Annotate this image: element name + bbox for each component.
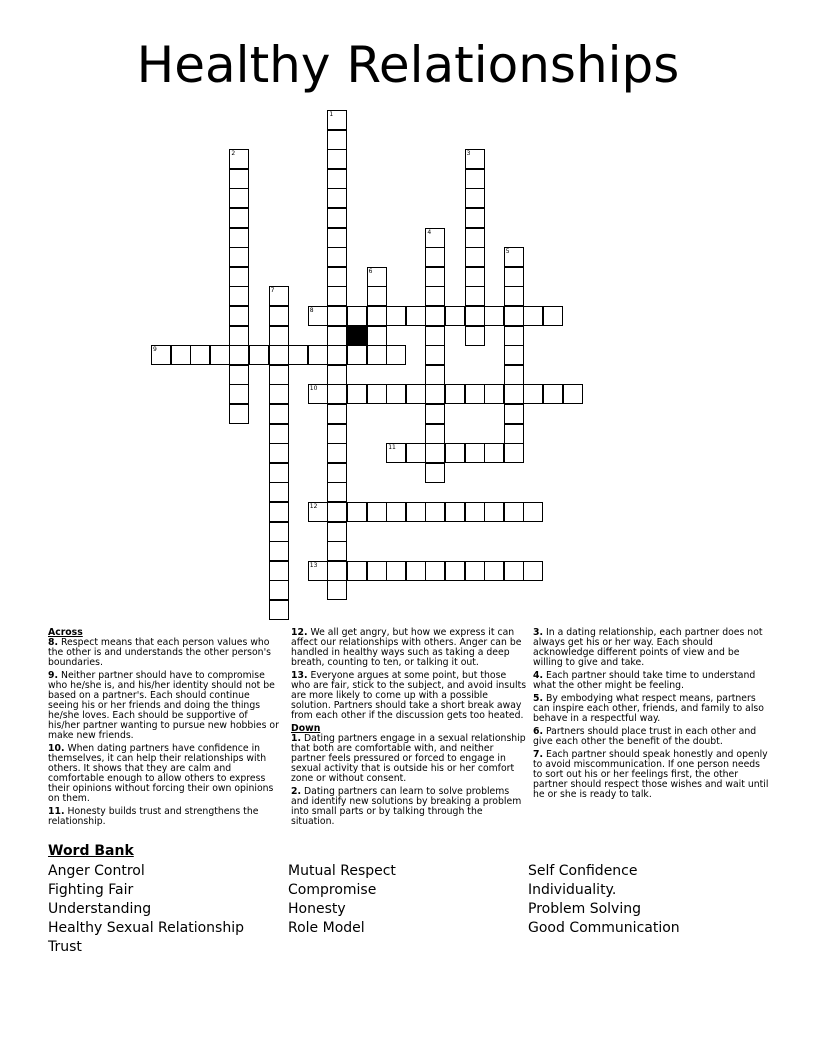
- crossword-cell[interactable]: [327, 345, 347, 365]
- word-bank-item: Honesty: [288, 901, 346, 917]
- word-bank-title: Word Bank: [48, 843, 134, 859]
- clue-across-10: 10. When dating partners have confidence in themselves, it can help their relationships with others. It shows that they are calm and comfortable enough to allow others to express their opinions without forcing their own opinions on them.: [48, 743, 274, 804]
- clue-number: 2: [231, 150, 236, 158]
- clue-number: 3: [466, 150, 471, 158]
- crossword-cell[interactable]: [406, 306, 426, 326]
- crossword-cell[interactable]: [445, 443, 465, 463]
- clue-down-2: 2. Dating partners can learn to solve problems and identify new solutions by breaking a problem into small parts or by talking through the situation.: [291, 786, 522, 827]
- crossword-cell[interactable]: [425, 326, 445, 346]
- crossword-cell[interactable]: [445, 306, 465, 326]
- crossword-cell[interactable]: [269, 463, 289, 483]
- crossword-cell[interactable]: [406, 443, 426, 463]
- clue-number: 13: [309, 561, 318, 569]
- clue-down-1: 1. Dating partners engage in a sexual relationship that both are comfortable with, and neither partner feels pressured or forced to engage in sexual activity that is outside his or her comfort zone or without consent.: [291, 733, 526, 784]
- crossword-cell[interactable]: [504, 561, 524, 581]
- crossword-cell[interactable]: [269, 561, 289, 581]
- word-bank-item: Compromise: [288, 882, 377, 898]
- crossword-cell[interactable]: [465, 149, 485, 169]
- crossword-cell[interactable]: [465, 384, 485, 404]
- crossword-cell[interactable]: [269, 306, 289, 326]
- clues-column-3: [533, 628, 769, 803]
- crossword-cell[interactable]: [367, 286, 387, 306]
- crossword-cell[interactable]: [327, 228, 347, 248]
- crossword-cell[interactable]: [523, 384, 543, 404]
- crossword-cell[interactable]: [386, 561, 406, 581]
- crossword-cell[interactable]: [327, 169, 347, 189]
- crossword-cell[interactable]: [425, 345, 445, 365]
- crossword-cell[interactable]: [367, 502, 387, 522]
- crossword-cell[interactable]: [504, 267, 524, 287]
- crossword-cell[interactable]: [327, 188, 347, 208]
- crossword-cell[interactable]: [308, 345, 328, 365]
- crossword-cell[interactable]: [425, 463, 445, 483]
- crossword-cell[interactable]: [465, 502, 485, 522]
- crossword-cell[interactable]: [406, 502, 426, 522]
- crossword-cell[interactable]: [327, 130, 347, 150]
- crossword-cell[interactable]: [347, 345, 367, 365]
- crossword-cell[interactable]: [386, 443, 406, 463]
- crossword-cell[interactable]: [229, 345, 249, 365]
- crossword-cell[interactable]: [504, 247, 524, 267]
- crossword-cell[interactable]: [269, 600, 289, 620]
- crossword-cell[interactable]: [288, 345, 308, 365]
- clues-column-1: [48, 628, 280, 830]
- crossword-cell[interactable]: [327, 580, 347, 600]
- crossword-cell[interactable]: [465, 267, 485, 287]
- clue-across-11: 11. Honesty builds trust and strengthens the relationship.: [48, 806, 259, 827]
- clue-number: 12: [309, 503, 318, 510]
- crossword-cell[interactable]: [269, 541, 289, 561]
- crossword-cell[interactable]: [425, 404, 445, 424]
- crossword-cell[interactable]: [465, 247, 485, 267]
- crossword-cell[interactable]: [210, 345, 230, 365]
- crossword-cell[interactable]: [367, 267, 387, 287]
- word-bank-item: Understanding: [48, 901, 152, 917]
- word-bank-item: Trust: [48, 939, 82, 955]
- crossword-cell[interactable]: [347, 306, 367, 326]
- crossword-cell[interactable]: [504, 326, 524, 346]
- crossword-cell[interactable]: [465, 208, 485, 228]
- crossword-cell[interactable]: [327, 306, 347, 326]
- crossword-black-cell: [347, 326, 367, 346]
- crossword-cell[interactable]: [504, 502, 524, 522]
- crossword-cell[interactable]: [425, 502, 445, 522]
- crossword-cell[interactable]: [249, 345, 269, 365]
- clue-number: 9: [153, 346, 157, 354]
- crossword-cell[interactable]: [367, 561, 387, 581]
- crossword-cell[interactable]: [367, 345, 387, 365]
- crossword-cell[interactable]: [465, 306, 485, 326]
- crossword-cell[interactable]: [327, 404, 347, 424]
- crossword-cell[interactable]: [269, 443, 289, 463]
- crossword-cell[interactable]: [504, 345, 524, 365]
- crossword-cell[interactable]: [269, 384, 289, 404]
- word-bank-item: Fighting Fair: [48, 882, 134, 898]
- word-bank-item: Role Model: [288, 920, 365, 936]
- crossword-cell[interactable]: [504, 424, 524, 444]
- crossword-cell[interactable]: [484, 443, 504, 463]
- crossword-cell[interactable]: [445, 561, 465, 581]
- clue-number: 8: [309, 307, 314, 314]
- crossword-cell[interactable]: [425, 561, 445, 581]
- crossword-cell[interactable]: [523, 561, 543, 581]
- clue-number: 1: [329, 111, 334, 118]
- crossword-cell[interactable]: [327, 522, 347, 542]
- word-bank-item: Healthy Sexual Relationship: [48, 920, 244, 936]
- crossword-cell[interactable]: [386, 345, 406, 365]
- crossword-cell[interactable]: [269, 345, 289, 365]
- crossword-cell[interactable]: [563, 384, 583, 404]
- down-heading: Down: [291, 723, 321, 734]
- clue-across-12: 12. We all get angry, but how we express it can affect our relationships with others. Anger can be handled in healthy ways such as taking a deep breath, counting to ten, or talking it out.: [291, 627, 522, 668]
- crossword-cell[interactable]: [327, 149, 347, 169]
- crossword-cell[interactable]: [269, 424, 289, 444]
- word-bank-column-1: [48, 862, 244, 957]
- crossword-cell[interactable]: [543, 306, 563, 326]
- crossword-cell[interactable]: [504, 404, 524, 424]
- crossword-cell[interactable]: [465, 286, 485, 306]
- crossword-cell[interactable]: [347, 384, 367, 404]
- crossword-cell[interactable]: [229, 404, 249, 424]
- crossword-cell[interactable]: [327, 443, 347, 463]
- crossword-cell[interactable]: [269, 502, 289, 522]
- clue-number: 10: [309, 385, 318, 393]
- crossword-cell[interactable]: [425, 365, 445, 385]
- crossword-cell[interactable]: [327, 365, 347, 385]
- crossword-cell[interactable]: [425, 267, 445, 287]
- clue-down-3: 3. In a dating relationship, each partner does not always get his or her way. Each should acknowledge different points of view and be willing to give and take.: [533, 627, 763, 668]
- crossword-cell[interactable]: [327, 286, 347, 306]
- crossword-cell[interactable]: [367, 326, 387, 346]
- clue-down-5: 5. By embodying what respect means, partners can inspire each other, friends, and family to also behave in a respectful way.: [533, 693, 764, 724]
- crossword-cell[interactable]: [504, 384, 524, 404]
- crossword-cell[interactable]: [406, 384, 426, 404]
- crossword-cell[interactable]: [504, 365, 524, 385]
- crossword-cell[interactable]: [465, 169, 485, 189]
- crossword-cell[interactable]: [504, 443, 524, 463]
- crossword-cell[interactable]: [425, 247, 445, 267]
- crossword-cell[interactable]: [465, 228, 485, 248]
- crossword-cell[interactable]: [269, 286, 289, 306]
- crossword-cell[interactable]: [504, 286, 524, 306]
- crossword-cell[interactable]: [347, 502, 367, 522]
- crossword-cell[interactable]: [327, 541, 347, 561]
- crossword-cell[interactable]: [347, 561, 367, 581]
- crossword-cell[interactable]: [425, 384, 445, 404]
- crossword-cell[interactable]: [484, 502, 504, 522]
- crossword-cell[interactable]: [386, 306, 406, 326]
- clue-across-13: 13. Everyone argues at some point, but those who are fair, stick to the subject, and avoid insults are more likely to come up with a possible solution. Partners should take a short break away from each other if the discussion gets too heated.: [291, 670, 527, 721]
- word-bank-item: Anger Control: [48, 863, 145, 879]
- crossword-cell[interactable]: [229, 149, 249, 169]
- crossword-cell[interactable]: [269, 522, 289, 542]
- clue-number: 11: [388, 444, 396, 452]
- crossword-cell[interactable]: [229, 384, 249, 404]
- crossword-cell[interactable]: [229, 208, 249, 228]
- crossword-cell[interactable]: [484, 384, 504, 404]
- crossword-cell[interactable]: [465, 188, 485, 208]
- crossword-cell[interactable]: [229, 188, 249, 208]
- crossword-cell[interactable]: [425, 228, 445, 248]
- clue-across-9: 9. Neither partner should have to compromise who he/she is, and his/her identity should not be based on a partner's. Each should continue seeing his or her friends and doing the things he/she loves. Each should be supportive of his/her partner wanting to pursue new hobbies or make new friends.: [48, 670, 279, 741]
- crossword-cell[interactable]: [327, 502, 347, 522]
- clue-down-4: 4. Each partner should take time to understand what the other might be feeling.: [533, 670, 756, 691]
- crossword-cell[interactable]: [229, 169, 249, 189]
- word-bank-item: Problem Solving: [528, 901, 641, 917]
- word-bank-item: Individuality.: [528, 882, 617, 898]
- crossword-cell[interactable]: [269, 326, 289, 346]
- clue-number: 7: [270, 287, 275, 295]
- crossword-cell[interactable]: [484, 561, 504, 581]
- crossword-cell[interactable]: [327, 424, 347, 444]
- page-title: Healthy Relationships: [136, 36, 680, 94]
- crossword-cell[interactable]: [327, 482, 347, 502]
- word-bank-item: Self Confidence: [528, 863, 638, 879]
- word-bank-item: Mutual Respect: [288, 863, 396, 879]
- crossword-cell[interactable]: [367, 384, 387, 404]
- clue-number: 4: [427, 228, 432, 236]
- clue-number: 6: [368, 267, 373, 275]
- clue-down-6: 6. Partners should place trust in each other and give each other the benefit of the doubt.: [533, 726, 757, 747]
- crossword-cell[interactable]: [151, 345, 171, 365]
- crossword-cell[interactable]: [171, 345, 191, 365]
- across-heading: Across: [48, 627, 83, 638]
- crossword-cell[interactable]: [386, 502, 406, 522]
- crossword-cell[interactable]: [327, 267, 347, 287]
- crossword-cell[interactable]: [327, 208, 347, 228]
- crossword-cell[interactable]: [269, 482, 289, 502]
- crossword-cell[interactable]: [523, 502, 543, 522]
- crossword-cell[interactable]: [229, 326, 249, 346]
- word-bank-column-3: [528, 862, 680, 938]
- crossword-cell[interactable]: [308, 384, 328, 404]
- crossword-cell[interactable]: [504, 306, 524, 326]
- crossword-cell[interactable]: [269, 580, 289, 600]
- crossword-cell[interactable]: [543, 384, 563, 404]
- crossword-cell[interactable]: [308, 502, 328, 522]
- crossword-cell[interactable]: [327, 561, 347, 581]
- word-bank-column-2: [288, 862, 396, 938]
- crossword-cell[interactable]: [327, 110, 347, 130]
- clues-column-2: [291, 628, 527, 830]
- crossword-cell[interactable]: [425, 424, 445, 444]
- crossword-cell[interactable]: [229, 365, 249, 385]
- crossword-cell[interactable]: [425, 306, 445, 326]
- crossword-cell[interactable]: [327, 247, 347, 267]
- crossword-cell[interactable]: [190, 345, 210, 365]
- crossword-cell[interactable]: [523, 306, 543, 326]
- word-bank-item: Good Communication: [528, 920, 680, 936]
- clue-across-8: 8. Respect means that each person values who the other is and understands the other person's boundaries.: [48, 637, 271, 668]
- crossword-cell[interactable]: [445, 502, 465, 522]
- crossword-cell[interactable]: [484, 306, 504, 326]
- crossword-cell[interactable]: [269, 404, 289, 424]
- crossword-cell[interactable]: [465, 561, 485, 581]
- crossword-cell[interactable]: [327, 326, 347, 346]
- crossword-cell[interactable]: [386, 384, 406, 404]
- crossword-cell[interactable]: [425, 286, 445, 306]
- crossword-cell[interactable]: [269, 365, 289, 385]
- crossword-cell[interactable]: [308, 561, 328, 581]
- crossword-cell[interactable]: [308, 306, 328, 326]
- crossword-cell[interactable]: [229, 306, 249, 326]
- clue-number: 5: [505, 248, 510, 256]
- crossword-cell[interactable]: [229, 286, 249, 306]
- crossword-cell[interactable]: [465, 326, 485, 346]
- crossword-cell[interactable]: [229, 247, 249, 267]
- crossword-cell[interactable]: [465, 443, 485, 463]
- crossword-cell[interactable]: [327, 463, 347, 483]
- crossword-cell[interactable]: [367, 306, 387, 326]
- crossword-cell[interactable]: [445, 384, 465, 404]
- crossword-cell[interactable]: [327, 384, 347, 404]
- crossword-cell[interactable]: [229, 267, 249, 287]
- crossword-cell[interactable]: [425, 443, 445, 463]
- clue-down-7: 7. Each partner should speak honestly and openly to avoid miscommunication. If one person needs to sort out his or her feelings first, the other partner should respect those wishes and wait until he or she is ready to talk.: [533, 749, 769, 800]
- crossword-cell[interactable]: [229, 228, 249, 248]
- crossword-cell[interactable]: [406, 561, 426, 581]
